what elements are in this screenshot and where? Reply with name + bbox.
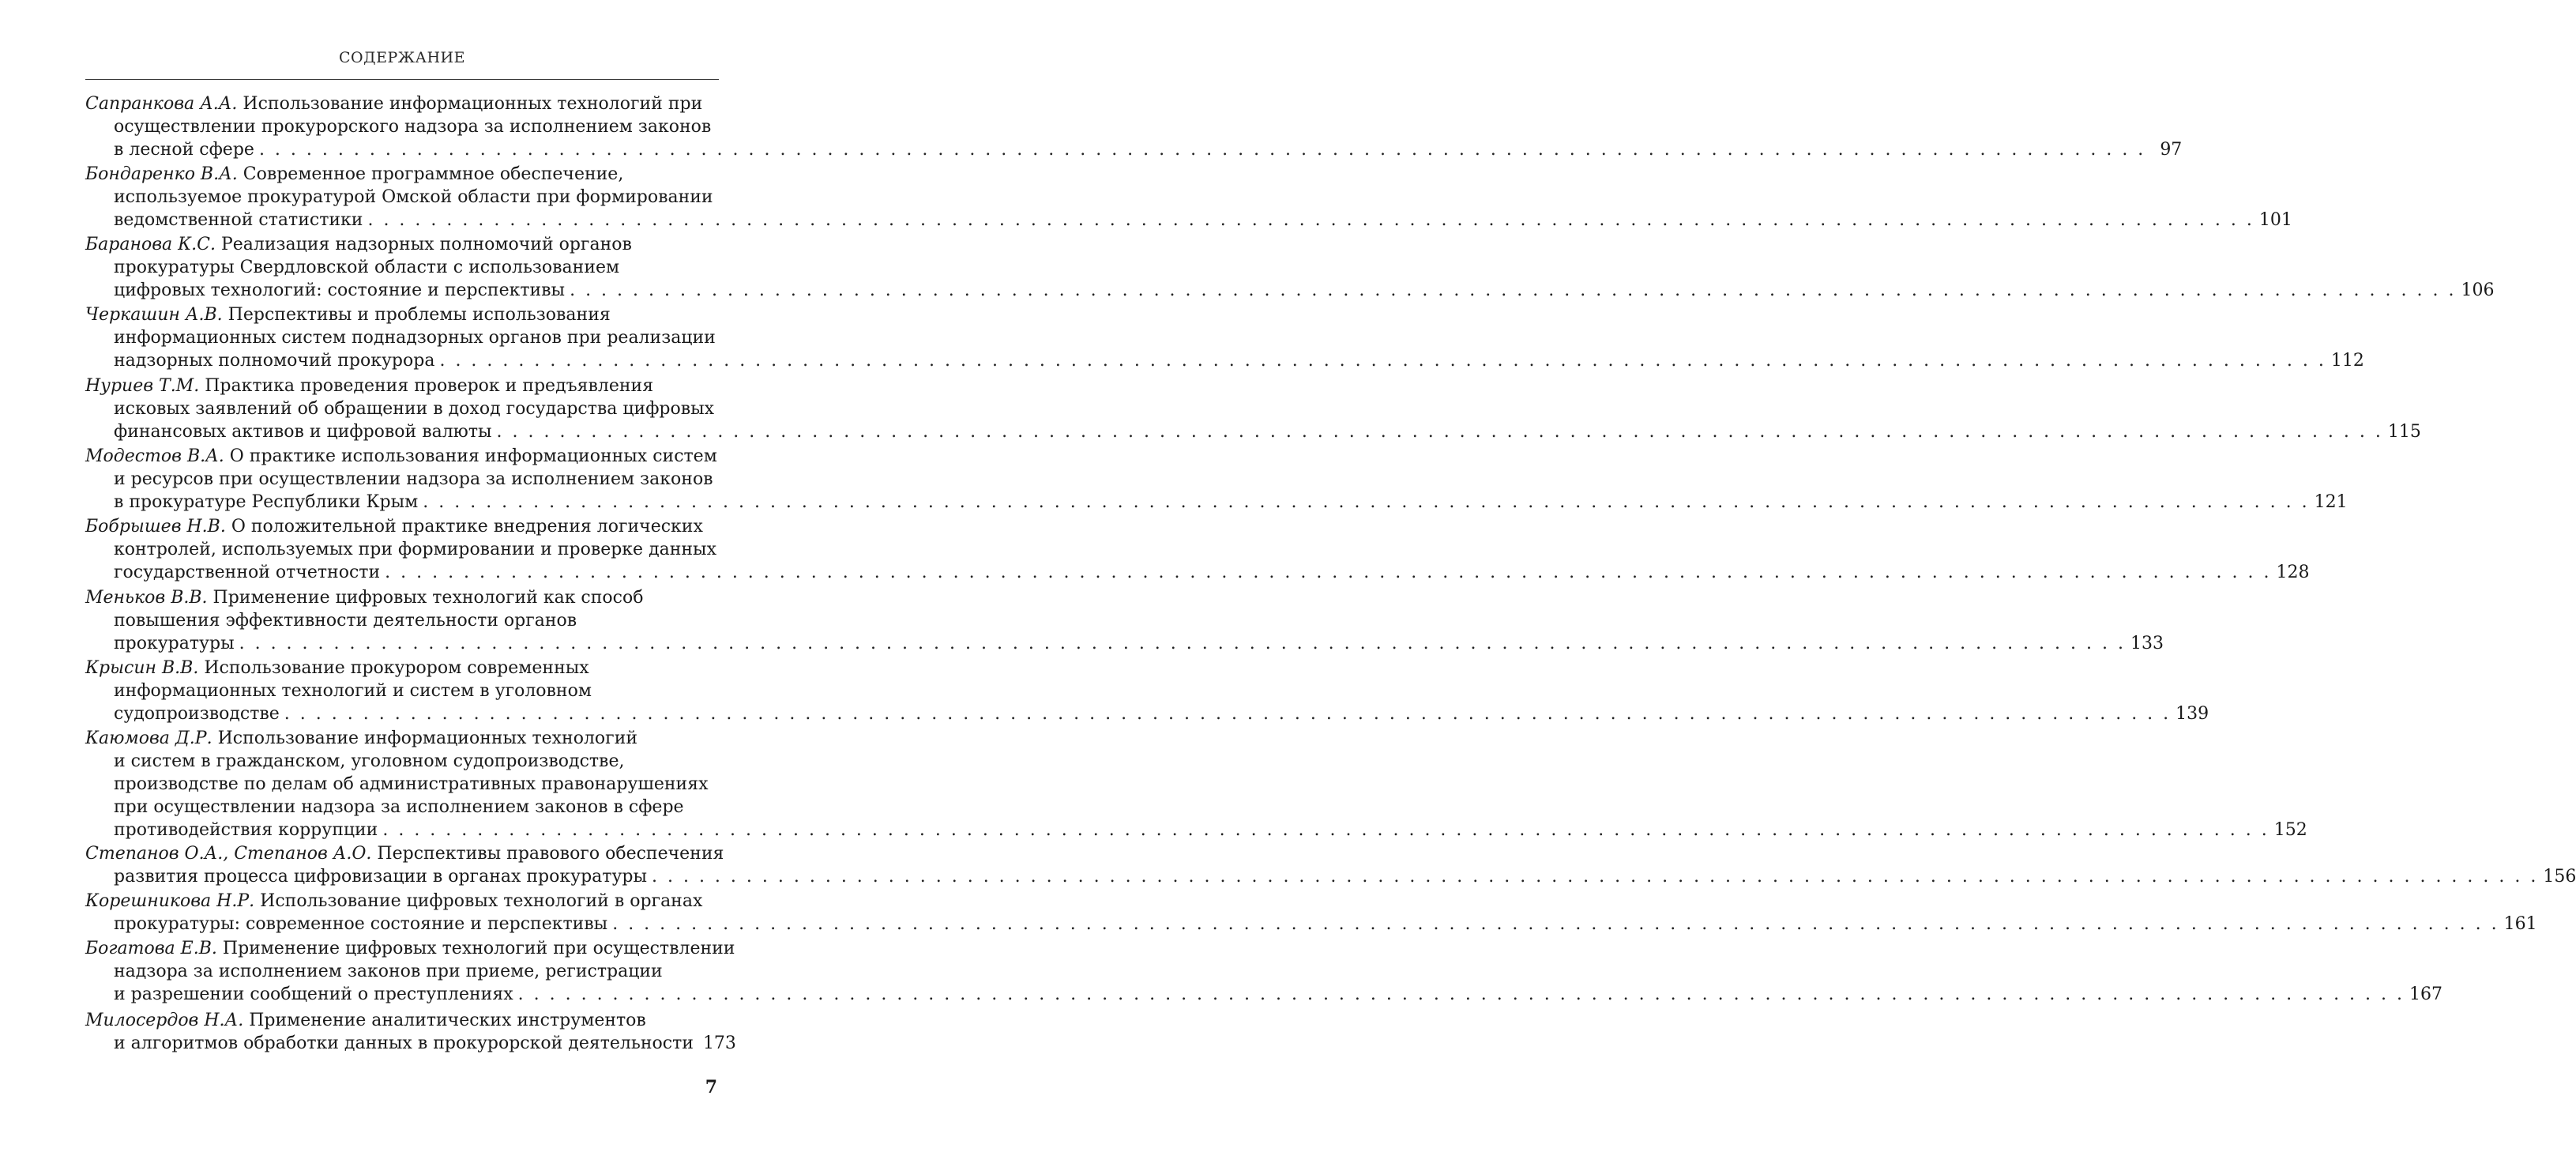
toc-entry-title-line: О практике использования информационных систем [229, 446, 717, 466]
toc-entry[interactable] [85, 233, 2495, 302]
toc-entry-author: Сапранкова А.А. [85, 94, 238, 114]
toc-entry-title-line: используемое прокуратурой Омской области при формировании [114, 187, 713, 207]
toc-entry[interactable] [85, 890, 2537, 936]
toc-entry-title-line: судопроизводстве [114, 704, 280, 724]
toc-entry-line [85, 163, 719, 186]
toc-entry-author: Черкашин А.В. [85, 305, 223, 325]
toc-entry-line [85, 326, 719, 349]
toc-entry-author: Крысин В.В. [85, 658, 199, 678]
toc-entry-title-line: и разрешении сообщений о преступлениях [114, 984, 513, 1004]
toc-entry-author: Баранова К.С. [85, 235, 216, 254]
toc-entry-title-line: Применение цифровых технологий при осуществлении [222, 939, 735, 958]
toc-entry-line [85, 819, 2307, 841]
toc-entry-title-line: в прокуратуре Республики Крым [114, 492, 419, 512]
toc-entry-line [85, 1009, 719, 1032]
toc-entry-line [85, 279, 2495, 302]
toc-entry-title-line: осуществлении прокурорского надзора за исполнением законов [114, 117, 712, 137]
header-rule [85, 79, 719, 80]
toc-entry-title-line: Применение аналитических инструментов [249, 1011, 646, 1030]
toc-entry-line [85, 865, 2576, 888]
toc-entry-line [85, 842, 724, 865]
toc-entry[interactable] [85, 163, 2292, 232]
toc-entry[interactable] [85, 657, 2209, 725]
toc-entry-title-line: Перспективы правового обеспечения [377, 844, 724, 864]
toc-entry-page: 97 [2160, 140, 2183, 160]
toc-entry-title-line: государственной отчетности [114, 563, 381, 582]
toc-entry-title-line: и алгоритмов обработки данных в прокурорской деятельности [114, 1033, 694, 1053]
toc-entry[interactable] [85, 515, 2310, 584]
dot-leader: . . . . . . . . . . . . . . . . . . . . . . . . . . . . . . . . . . . . . . . . . . . . . . . . . . . . . . . . . . . . . . . . . . . . . . . . . . . . . . . . . . . . . . . . . . . . . . . . . . . . . . . . . . . . . . . . . . . . . . . . [651, 867, 2539, 887]
toc-entry-author: Каюмова Д.Р. [85, 728, 212, 748]
toc-entry-line [85, 445, 719, 468]
toc-entry-title-line: Использование информационных технологий при [243, 94, 703, 114]
toc-entry-title-line: Применение цифровых технологий как способ [212, 588, 644, 608]
toc-entry[interactable] [85, 445, 2348, 514]
toc-entry-title-line: надзора за исполнением законов при приеме, регистрации [114, 962, 663, 981]
toc-entry[interactable] [85, 937, 2443, 1006]
toc-entry-page: 112 [2330, 351, 2364, 371]
toc-entry-title-line: Реализация надзорных полномочий органов [220, 235, 632, 254]
toc-entry-title-line: информационных технологий и систем в уголовном [114, 681, 592, 701]
toc-entry-line [85, 727, 719, 750]
dot-leader: . . . . . . . . . . . . . . . . . . . . . . . . . . . . . . . . . . . . . . . . . . . . . . . . . . . . . . . . . . . . . . . . . . . . . . . . . . . . . . . . . . . . . . . . . . . . . . . . . . . . . . . . . . . . . . . . . . . . . . . . [612, 914, 2499, 934]
toc-entry-page: 156 [2543, 867, 2576, 887]
toc-entry-title-line: информационных систем поднадзорных органов при реализации [114, 328, 716, 348]
toc-entry-page: 106 [2461, 280, 2495, 300]
toc-entry-line [85, 375, 719, 397]
toc-entry-line [85, 303, 719, 326]
toc-entry-line [85, 538, 719, 561]
toc-entry-author: Богатова Е.В. [85, 939, 217, 958]
toc-entry-line [85, 233, 719, 256]
toc-entry-line [85, 349, 2364, 372]
toc-entry-line [85, 586, 719, 609]
toc-entry-line [85, 796, 719, 819]
toc-entry-author: Милосердов Н.А. [85, 1011, 244, 1030]
toc-entry[interactable] [85, 842, 2576, 888]
toc-entry-title-line: цифровых технологий: состояние и перспективы [114, 280, 566, 300]
toc-entry-author: Модестов В.А. [85, 446, 224, 466]
toc-entry-title-line: О положительной практике внедрения логических [231, 517, 703, 536]
toc-entry-title-line: контролей, используемых при формировании и проверке данных [114, 540, 716, 559]
dot-leader: . . . . . . . . . . . . . . . . . . . . . . . . . . . . . . . . . . . . . . . . . . . . . . . . . . . . . . . . . . . . . . . . . . . . . . . . . . . . . . . . . . . . . . . . . . . . . . . . . . . . . . . . . . . . . . . . . . . . . . . . [423, 492, 2310, 512]
toc-entry-title-line: повышения эффективности деятельности органов [114, 611, 577, 631]
toc-entry-page: 121 [2314, 492, 2348, 512]
toc-entry-page: 139 [2175, 704, 2209, 724]
dot-leader: . . . . . . . . . . . . . . . . . . . . . . . . . . . . . . . . . . . . . . . . . . . . . . . . . . . . . . . . . . . . . . . . . . . . . . . . . . . . . . . . . . . . . . . . . . . . . . . . . . . . . . . . . . . . . . . . . . . . . . . . [258, 140, 2146, 160]
toc-entry-page: 128 [2276, 563, 2310, 582]
toc-entry-title-line: финансовых активов и цифровой валюты [114, 422, 492, 442]
toc-entry-line [85, 983, 2443, 1006]
toc-entry-page: 161 [2503, 914, 2537, 934]
toc-entry-page: 133 [2130, 634, 2164, 653]
toc-entry[interactable] [85, 586, 2164, 655]
dot-leader: . . . . . . . . . . . . . . . . . . . . . . . . . . . . . . . . . . . . . . . . . . . . . . . . . . . . . . . . . . . . . . . . . . . . . . . . . . . . . . . . . . . . . . . . . . . . . . . . . . . . . . . . . . . . . . . . . . . . . . . . [367, 210, 2254, 230]
toc-entry-line [85, 491, 2348, 514]
toc-entry-title-line: Использование цифровых технологий в органах [260, 891, 703, 911]
toc-entry[interactable] [85, 1009, 736, 1055]
toc-entry-title-line: Использование информационных технологий [217, 728, 638, 748]
toc-entry-title-line: прокуратуры [114, 634, 235, 653]
dot-leader: . . . . . . . . . . . . . . . . . . . . . . . . . . . . . . . . . . . . . . . . . . . . . . . . . . . . . . . . . . . . . . . . . . . . . . . . . . . . . . . . . . . . . . . . . . . . . . . . . . . . . . . . . . . . . . . . . . . . . . . . [439, 351, 2326, 371]
toc-entry[interactable] [85, 375, 2421, 443]
toc-entry-line [85, 397, 719, 420]
toc-entry-line [85, 138, 2183, 161]
toc-entry-title-line: надзорных полномочий прокурора [114, 351, 435, 371]
toc-entry-line [85, 561, 2310, 584]
toc-entry-title-line: ведомственной статистики [114, 210, 363, 230]
dot-leader: . . . . . . . . . . . . . . . . . . . . . . . . . . . . . . . . . . . . . . . . . . . . . . . . . . . . . . . . . . . . . . . . . . . . . . . . . . . . . . . . . . . . . . . . . . . . . . . . . . . . . . . . . . . . . . . . . . . . . . . . [385, 563, 2272, 582]
toc-entry-line [85, 209, 2292, 232]
toc-entry[interactable] [85, 92, 2183, 161]
toc-entry-line [85, 657, 719, 680]
dot-leader: . . . . . . . . . . . . . . . . . . . . . . . . . . . . . . . . . . . . . . . . . . . . . . . . . . . . . . . . . . . . . . . . . . . . . . . . . . . . . . . . . . . . . . . . . . . . . . . . . . . . . . . . . . . . . . . . . . . . . . . . [496, 422, 2383, 442]
toc-entry-line [85, 890, 719, 913]
toc-entry-line [85, 960, 719, 983]
toc-entry-line [85, 515, 719, 538]
toc-entry-title-line: и ресурсов при осуществлении надзора за исполнением законов [114, 469, 713, 489]
page-number: 7 [705, 1077, 717, 1097]
toc-entry-line [85, 256, 719, 279]
toc-entry-title-line: исковых заявлений об обращении в доход государства цифровых [114, 399, 715, 419]
toc-entry-author: Степанов О.А., Степанов А.О. [85, 844, 372, 864]
toc-entry-title-line: развития процесса цифровизации в органах прокуратуры [114, 867, 647, 887]
toc-entry-line [85, 1032, 736, 1055]
toc-entry-title-line: Современное программное обеспечение, [243, 164, 624, 184]
toc-entry-page: 115 [2387, 422, 2421, 442]
toc-entry-page: 101 [2258, 210, 2292, 230]
toc-entry-title-line: противодействия коррупции [114, 820, 378, 840]
toc-entry-title-line: Перспективы и проблемы использования [228, 305, 611, 325]
toc-entry-line [85, 937, 735, 960]
toc-entry-line [85, 468, 719, 491]
toc-entry-page: 152 [2273, 820, 2307, 840]
toc-entry-line [85, 609, 719, 632]
toc-entry-author: Меньков В.В. [85, 588, 208, 608]
toc-entry-line [85, 750, 719, 773]
toc-entry[interactable] [85, 303, 2364, 372]
toc-entry-line [85, 773, 719, 796]
dot-leader: . . . . . . . . . . . . . . . . . . . . . . . . . . . . . . . . . . . . . . . . . . . . . . . . . . . . . . . . . . . . . . . . . . . . . . . . . . . . . . . . . . . . . . . . . . . . . . . . . . . . . . . . . . . . . . . . . . . . . . . . [239, 634, 2126, 653]
toc-entry-line [85, 186, 719, 209]
toc-entry-line [85, 702, 2209, 725]
toc-entry-author: Нуриев Т.М. [85, 376, 200, 396]
toc-entry-title-line: прокуратуры Свердловской области с использованием [114, 258, 620, 277]
toc-entry-page: 167 [2409, 984, 2443, 1004]
toc-entry-page: 173 [702, 1033, 736, 1053]
toc-entry-author: Бондаренко В.А. [85, 164, 238, 184]
toc-entry-line [85, 632, 2164, 655]
page-header: СОДЕРЖАНИЕ [339, 49, 465, 66]
toc-entry-line [85, 115, 719, 138]
toc-entry-title-line: прокуратуры: современное состояние и перспективы [114, 914, 608, 934]
toc-entry-line [85, 92, 719, 115]
dot-leader: . . . . . . . . . . . . . . . . . . . . . . . . . . . . . . . . . . . . . . . . . . . . . . . . . . . . . . . . . . . . . . . . . . . . . . . . . . . . . . . . . . . . . . . . . . . . . . . . . . . . . . . . . . . . . . . . . . . . . . . . [517, 984, 2405, 1004]
toc-entry-title-line: в лесной сфере [114, 140, 254, 160]
toc-entry-title-line: при осуществлении надзора за исполнением законов в сфере [114, 797, 684, 817]
dot-leader: . . . . . . . . . . . . . . . . . . . . . . . . . . . . . . . . . . . . . . . . . . . . . . . . . . . . . . . . . . . . . . . . . . . . . . . . . . . . . . . . . . . . . . . . . . . . . . . . . . . . . . . . . . . . . . . . . . . . . . . . [284, 704, 2172, 724]
toc-entry-author: Корешникова Н.Р. [85, 891, 255, 911]
dot-leader: . . . . . . . . . . . . . . . . . . . . . . . . . . . . . . . . . . . . . . . . . . . . . . . . . . . . . . . . . . . . . . . . . . . . . . . . . . . . . . . . . . . . . . . . . . . . . . . . . . . . . . . . . . . . . . . . . . . . . . . . [382, 820, 2270, 840]
dot-leader: . . . . . . . . . . . . . . . . . . . . . . . . . . . . . . . . . . . . . . . . . . . . . . . . . . . . . . . . . . . . . . . . . . . . . . . . . . . . . . . . . . . . . . . . . . . . . . . . . . . . . . . . . . . . . . . . . . . . . . . . [570, 280, 2457, 300]
toc-entry-title-line: Практика проведения проверок и предъявления [205, 376, 654, 396]
toc-entry-line [85, 680, 719, 702]
toc-entry-title-line: и систем в гражданском, уголовном судопроизводстве, [114, 751, 625, 771]
toc-entry-line [85, 420, 2421, 443]
toc-entry-title-line: производстве по делам об административных правонарушениях [114, 774, 709, 794]
toc-entry[interactable] [85, 727, 2307, 841]
toc-entry-title-line: Использование прокурором современных [204, 658, 589, 678]
toc-entry-author: Бобрышев Н.В. [85, 517, 226, 536]
toc-entry-line [85, 913, 2537, 936]
